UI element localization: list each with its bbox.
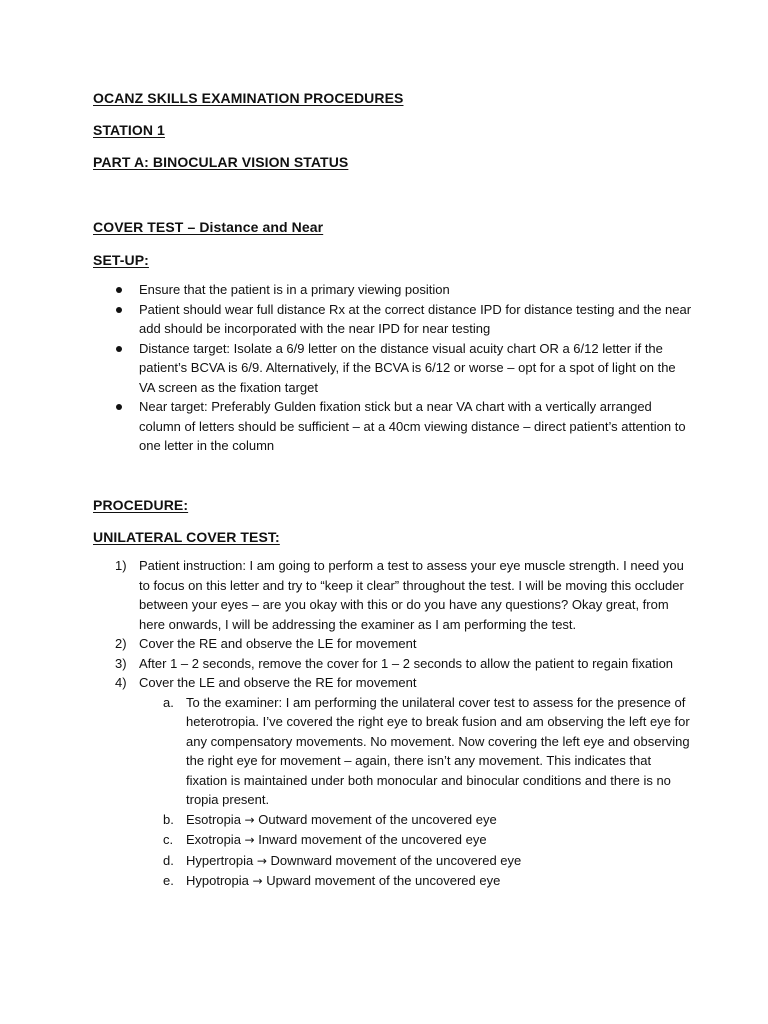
procedure-steps bbox=[93, 556, 693, 892]
bullet-icon bbox=[116, 404, 122, 410]
list-item bbox=[93, 280, 693, 300]
setup-item-text: Near target: Preferably Gulden fixation stick but a near VA chart with a vertically arranged column of letters should be sufficient – at a 40cm viewing distance – direct patient’s attention to one letter in the column bbox=[139, 399, 686, 453]
step-text: Cover the LE and observe the RE for movement bbox=[139, 675, 417, 690]
list-item bbox=[139, 830, 693, 851]
right-arrow-icon: → bbox=[256, 853, 267, 868]
sub-step-letter: b. bbox=[163, 811, 174, 827]
deviation-term: Hypotropia bbox=[186, 873, 249, 888]
cover-test-heading: COVER TEST – Distance and Near bbox=[93, 219, 324, 235]
bullet-icon bbox=[116, 346, 122, 352]
right-arrow-icon: → bbox=[244, 812, 255, 827]
setup-item-text: Distance target: Isolate a 6/9 letter on the distance visual acuity chart OR a 6/12 letter if the patient’s BCVA is 6/9. Alternatively, if the BCVA is 6/12 or worse – opt for a spot of light on the VA screen as the fixation target bbox=[139, 340, 676, 395]
setup-item-text: Ensure that the patient is in a primary viewing position bbox=[139, 282, 450, 297]
sub-steps bbox=[139, 693, 693, 892]
setup-heading: SET-UP: bbox=[93, 252, 149, 268]
list-item bbox=[93, 397, 693, 456]
sub-step-letter: d. bbox=[163, 852, 174, 868]
list-item bbox=[93, 339, 693, 398]
list-item bbox=[139, 871, 693, 892]
list-item bbox=[93, 673, 693, 892]
deviation-term: Hypertropia bbox=[186, 852, 254, 868]
step-text: Patient instruction: I am going to perform a test to assess your eye muscle strength. I need you to focus on this letter and try to “keep it clear” throughout the test. I will be moving this occluder between your eyes – are you okay with this or do you have any questions? Okay great, from here onwards, I will be addressing the examiner as I am performing the test. bbox=[139, 558, 684, 632]
step-number: 4) bbox=[115, 675, 127, 690]
part-heading: PART A: BINOCULAR VISION STATUS bbox=[93, 154, 349, 170]
sub-step-letter: e. bbox=[163, 873, 174, 888]
list-item bbox=[139, 810, 693, 831]
procedure-heading: PROCEDURE: bbox=[93, 497, 189, 513]
deviation-term: Exotropia bbox=[186, 832, 241, 847]
list-item bbox=[139, 851, 693, 872]
step-number: 3) bbox=[115, 655, 127, 671]
step-text: Cover the RE and observe the LE for movement bbox=[139, 636, 417, 651]
setup-item-text: Patient should wear full distance Rx at the correct distance IPD for distance testing and the near add should be incorporated with the near IPD for near testing bbox=[139, 301, 692, 336]
deviation-description: Inward movement of the uncovered eye bbox=[258, 832, 487, 847]
list-item bbox=[93, 300, 693, 339]
list-item bbox=[93, 634, 693, 654]
station-heading: STATION 1 bbox=[93, 122, 165, 138]
right-arrow-icon: → bbox=[252, 874, 263, 888]
deviation-description: Outward movement of the uncovered eye bbox=[258, 811, 497, 827]
step-text: After 1 – 2 seconds, remove the cover for 1 – 2 seconds to allow the patient to regain fixation bbox=[139, 655, 674, 671]
list-item bbox=[93, 654, 693, 674]
step-number: 2) bbox=[115, 636, 127, 651]
bullet-icon bbox=[116, 287, 122, 293]
sub-step-text: To the examiner: I am performing the unilateral cover test to assess for the presence of heterotropia. I’ve covered the right eye to break fusion and am observing the left eye for any compensatory movements. No movement. Now covering the left eye and observing the right eye for movement – again, there isn’t any movement. This indicates that fixation is maintained under both monocular and binocular conditions and there is no tropia present. bbox=[186, 694, 690, 807]
right-arrow-icon: → bbox=[244, 833, 255, 847]
list-item bbox=[93, 556, 693, 634]
step-number: 1) bbox=[115, 558, 127, 573]
bullet-icon bbox=[116, 307, 122, 313]
list-item bbox=[139, 693, 693, 810]
unilateral-cover-test-heading: UNILATERAL COVER TEST: bbox=[93, 529, 280, 545]
sub-step-letter: c. bbox=[163, 832, 174, 847]
deviation-description: Upward movement of the uncovered eye bbox=[266, 873, 501, 888]
deviation-description: Downward movement of the uncovered eye bbox=[270, 852, 522, 868]
sub-step-letter: a. bbox=[163, 694, 174, 710]
setup-list bbox=[93, 280, 693, 456]
deviation-term: Esotropia bbox=[186, 811, 241, 827]
document-title: OCANZ SKILLS EXAMINATION PROCEDURES bbox=[93, 90, 404, 106]
